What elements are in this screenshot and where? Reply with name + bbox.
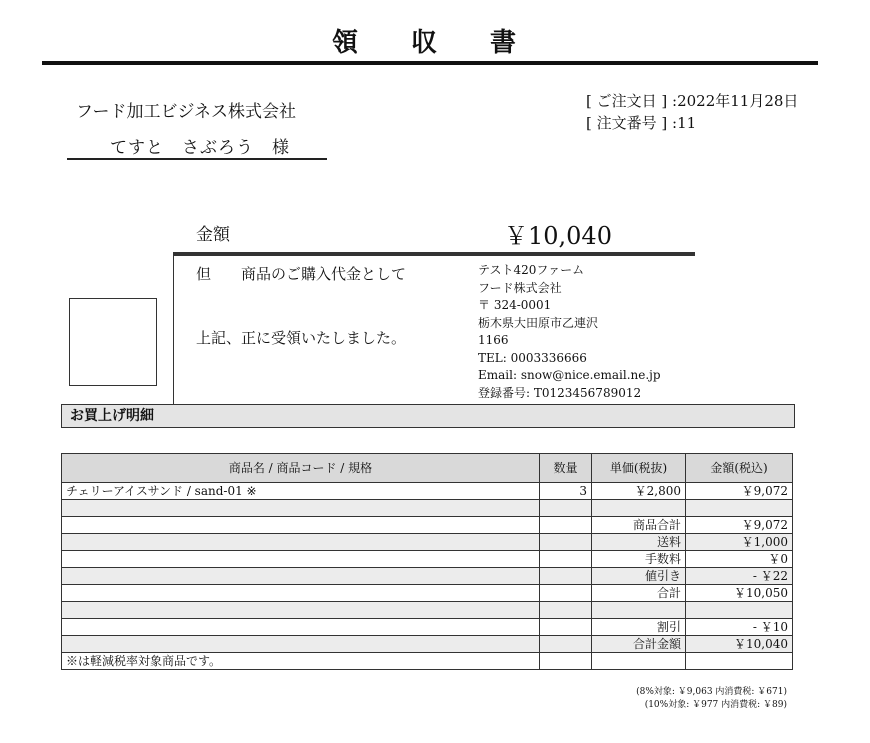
recipient-company: フード加工ビジネス株式会社 [76, 102, 296, 122]
cell-label [592, 602, 686, 619]
cell-note: ※は軽減税率対象商品です。 [62, 653, 540, 670]
cell-product [62, 517, 540, 534]
cell-label: 合計金額 [592, 636, 686, 653]
cell-label [592, 653, 686, 670]
cell-amount: - ￥22 [686, 568, 793, 585]
order-date-label: [ ご注文日 ] : [586, 92, 678, 110]
cell-amount: ￥10,050 [686, 585, 793, 602]
cell-quantity [540, 534, 592, 551]
cell-product [62, 568, 540, 585]
cell-unit-price: ￥2,800 [592, 483, 686, 500]
cell-amount: ￥9,072 [686, 483, 793, 500]
col-product: 商品名 / 商品コード / 規格 [62, 454, 540, 483]
table-row [62, 500, 793, 517]
table-row [62, 568, 793, 585]
col-quantity: 数量 [540, 454, 592, 483]
tax-8-percent: (8%対象: ￥9,063 内消費税: ￥671) [636, 687, 787, 697]
receipt-divider [173, 256, 174, 404]
cell-amount: ￥1,000 [686, 534, 793, 551]
cell-product: チェリーアイスサンド / sand-01 ※ [62, 483, 540, 500]
table-row [62, 636, 793, 653]
shop-address-1: 栃木県大田原市乙連沢 [478, 315, 599, 330]
cell-amount: ￥9,072 [686, 517, 793, 534]
cell-product [62, 619, 540, 636]
order-number-label: [ 注文番号 ] : [586, 114, 678, 132]
cell-amount: ￥0 [686, 551, 793, 568]
cell-product [62, 602, 540, 619]
cell-quantity [540, 517, 592, 534]
recipient-customer: てすと さぶろう 様 [110, 138, 290, 158]
cell-quantity [540, 636, 592, 653]
cell-product [62, 585, 540, 602]
cell-label: 合計 [592, 585, 686, 602]
cell-quantity [540, 568, 592, 585]
cell-label: 手数料 [592, 551, 686, 568]
cell-product [62, 500, 540, 517]
cell-amount [686, 602, 793, 619]
table-row [62, 551, 793, 568]
details-table [61, 453, 793, 670]
shop-postal: 〒 324-0001 [478, 298, 552, 312]
cell-product [62, 636, 540, 653]
details-heading: お買上げ明細 [61, 404, 795, 428]
receipt-confirmation: 上記、正に受領いたしました。 [196, 329, 407, 347]
shop-email: Email: snow@nice.email.ne.jp [478, 368, 661, 382]
cell-label: 割引 [592, 619, 686, 636]
cell-label: 送料 [592, 534, 686, 551]
col-unit-price: 単価(税抜) [592, 454, 686, 483]
cell-product [62, 534, 540, 551]
table-row [62, 653, 793, 670]
table-row [62, 602, 793, 619]
cell-unit-price [592, 500, 686, 517]
cell-amount: ￥10,040 [686, 636, 793, 653]
order-number: 11 [677, 114, 697, 132]
tax-summary [636, 686, 787, 712]
cell-product [62, 551, 540, 568]
amount-value: ￥10,040 [504, 222, 612, 250]
cell-quantity [540, 602, 592, 619]
cell-label: 商品合計 [592, 517, 686, 534]
shop-tel: TEL: 0003336666 [478, 350, 587, 365]
order-date-row [586, 90, 798, 112]
shop-name-2: フード株式会社 [478, 280, 562, 295]
order-number-row [586, 112, 798, 134]
stamp-box [69, 298, 157, 386]
shop-registration: 登録番号: T0123456789012 [478, 385, 642, 400]
cell-quantity [540, 500, 592, 517]
cell-label: 値引き [592, 568, 686, 585]
shop-address-2: 1166 [478, 333, 509, 347]
cell-quantity [540, 653, 592, 670]
cell-amount: - ￥10 [686, 619, 793, 636]
cell-amount [686, 500, 793, 517]
receipt-purpose: 但 商品のご購入代金として [196, 265, 407, 283]
shop-name-1: テスト420ファーム [478, 263, 585, 277]
tax-10-percent: (10%対象: ￥977 内消費税: ￥89) [644, 700, 787, 710]
cell-quantity: 3 [540, 483, 592, 500]
table-row [62, 517, 793, 534]
title-underline [42, 61, 818, 65]
table-row [62, 619, 793, 636]
table-row [62, 483, 793, 500]
table-header-row [62, 454, 793, 483]
order-info [586, 90, 798, 134]
receipt-title: 領 収 書 [331, 28, 539, 58]
recipient-underline [67, 158, 327, 160]
shop-info [478, 262, 661, 402]
table-row [62, 585, 793, 602]
cell-quantity [540, 619, 592, 636]
amount-underline [173, 252, 695, 256]
table-row [62, 534, 793, 551]
order-date: 2022年11月28日 [677, 92, 799, 110]
cell-quantity [540, 585, 592, 602]
cell-quantity [540, 551, 592, 568]
col-amount: 金額(税込) [686, 454, 793, 483]
cell-amount [686, 653, 793, 670]
amount-label: 金額 [196, 225, 230, 245]
